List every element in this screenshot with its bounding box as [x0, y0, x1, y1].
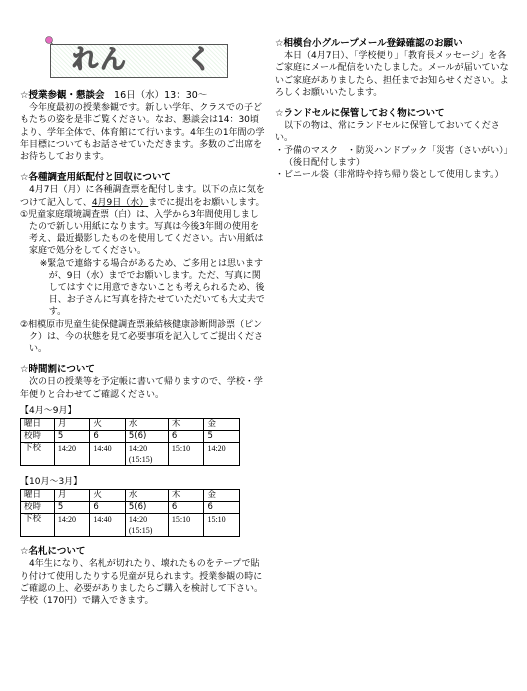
table-cell: 6: [204, 502, 240, 514]
visit-date: 16日（水）13：30～: [114, 90, 208, 101]
table-row: [21, 514, 240, 537]
table-cell: [125, 443, 168, 466]
dismiss-time-alt: (15:15): [128, 526, 153, 536]
term-label: 【10月～3月】: [20, 477, 83, 488]
list-item: ②相模原市児童生徒保健調査票兼結核健康診断問診票（ピンク）は、今の状態を見て必要事項を記入してご提出ください。: [20, 319, 264, 355]
table-cell: 5: [204, 431, 240, 443]
logo-text-2: く: [186, 45, 215, 75]
dismiss-time: 14:20: [128, 515, 148, 525]
section-title: ☆ランドセルに保管しておく物について: [275, 108, 445, 120]
table-cell: 月: [54, 490, 90, 502]
table-row: [21, 502, 240, 514]
section-timetable: [20, 364, 265, 537]
section-mail: [275, 38, 511, 99]
section-body: 今年度最初の授業参観です。新しい学年、クラスでの子どもたちの姿を是非ご覧ください。なお、懇談会は14：30頃より、学年全体で、体育館にて行います。4年生の1年間の学年目標についてもお話させていただきます。多数のご出席をお待ちしております。: [20, 103, 265, 163]
list-item: ・予備のマスク ・防災ハンドブック「災害（さいがい）」（後日配付します）: [275, 145, 509, 168]
table-cell: 15:10: [168, 514, 204, 537]
table-cell: 5(6): [125, 502, 168, 514]
table-cell: 5(6): [125, 431, 168, 443]
table-cell: 15:10: [204, 514, 240, 537]
table-cell: 6: [168, 431, 204, 443]
table-row: [21, 431, 240, 443]
table-cell: 6: [90, 431, 126, 443]
table-cell: 14:20: [54, 514, 90, 537]
table-cell: 校時: [21, 502, 55, 514]
section-title: ☆各種調査用紙配付と回収について: [20, 172, 171, 184]
table-cell: 14:20: [204, 443, 240, 466]
table-cell: 水: [125, 419, 168, 431]
section-visit: [20, 90, 265, 163]
section-body: 次の日の授業等を予定帳に書いて帰りますので、学校・学年便りと合わせてご確認ください。: [20, 377, 263, 400]
table-cell: 14:20: [54, 443, 90, 466]
table-cell: 5: [54, 431, 90, 443]
table-cell: [125, 514, 168, 537]
table-cell: 下校: [21, 443, 55, 466]
table-cell: 15:10: [168, 443, 204, 466]
table-row: [21, 419, 240, 431]
table-cell: 6: [168, 502, 204, 514]
dismiss-time-alt: (15:15): [128, 455, 153, 465]
table-row: [21, 443, 240, 466]
table-cell: 火: [90, 419, 126, 431]
table-cell: 月: [54, 419, 90, 431]
body-text: までに提出をお願いします。: [148, 197, 265, 208]
section-title: ☆名札について: [20, 546, 86, 558]
section-forms: [20, 172, 265, 355]
dismiss-time: 14:20: [128, 444, 148, 454]
list-item: ・ビニール袋（非常時や持ち帰り袋として使用します。）: [275, 170, 504, 181]
section-nametag: [20, 546, 265, 607]
table-cell: 下校: [21, 514, 55, 537]
section-body: [20, 184, 265, 208]
newsletter-logo: [50, 38, 228, 78]
table-cell: 木: [168, 490, 204, 502]
logo-text-1: れん: [72, 45, 129, 75]
table-cell: 水: [125, 490, 168, 502]
table-cell: 校時: [21, 431, 55, 443]
section-randoseru: [275, 108, 511, 181]
section-body: 4年生になり、名札が切れたり、壊れたものをテープで貼り付けて使用したりする児童が見られます。授業参観の時にご確認の上、必要がありましたらご購入を検討して下さい。学校（170円）で購入できます。: [20, 559, 264, 607]
list-item: ①児童家庭環境調査票（白）は、入学から3年間使用しましたので新しい用紙になります。写真は今後3年間の使用を考え、最近撮影したものを使用してください。古い用紙は家庭で処分をしてください。: [20, 209, 264, 257]
table-cell: 14:40: [90, 443, 126, 466]
right-column: [275, 38, 511, 181]
table-cell: 曜日: [21, 419, 55, 431]
note-text: ※緊急で連絡する場合があるため、ご多用とは思いますが、9日（水）まででお願いします。ただ、写真に関してはすぐに用意できないことも考えられるため、後日、お子さんに写真を持たせていただいても大丈夫です。: [39, 258, 265, 318]
table-cell: 14:40: [90, 514, 126, 537]
left-column: [20, 38, 265, 607]
section-title: ☆時間割について: [20, 364, 95, 376]
table-row: [21, 490, 240, 502]
section-title-text: ☆授業参観・懇談会: [20, 90, 105, 101]
section-title: ☆相模台小グループメール登録確認のお願い: [275, 38, 463, 49]
table-cell: 5: [54, 502, 90, 514]
section-body: 本日（4月7日）、「学校便り」「教育長メッセージ」を各ご家庭にメール配信をいたしました。メールが届いていないご家庭がありましたら、担任までお知らせください。よろしくお願いいたします。: [275, 51, 509, 98]
table-cell: 金: [204, 419, 240, 431]
table-cell: 木: [168, 419, 204, 431]
table-cell: 6: [90, 502, 126, 514]
section-body: 以下の物は、常にランドセルに保管しておいてください。: [275, 121, 500, 144]
term-label: 【4月～9月】: [20, 405, 77, 416]
table-cell: 火: [90, 490, 126, 502]
section-title: [20, 90, 265, 102]
logo-title: [72, 44, 214, 76]
table-cell: 曜日: [21, 490, 55, 502]
table-cell: 金: [204, 490, 240, 502]
timetable-table: [20, 489, 240, 537]
timetable-table: [20, 418, 240, 466]
body-text: 4月7日（月）に各種調査票を配付します。以下の点に気をつけて記入して、: [20, 185, 265, 208]
deadline-text: 4月9日（水）: [91, 197, 149, 208]
